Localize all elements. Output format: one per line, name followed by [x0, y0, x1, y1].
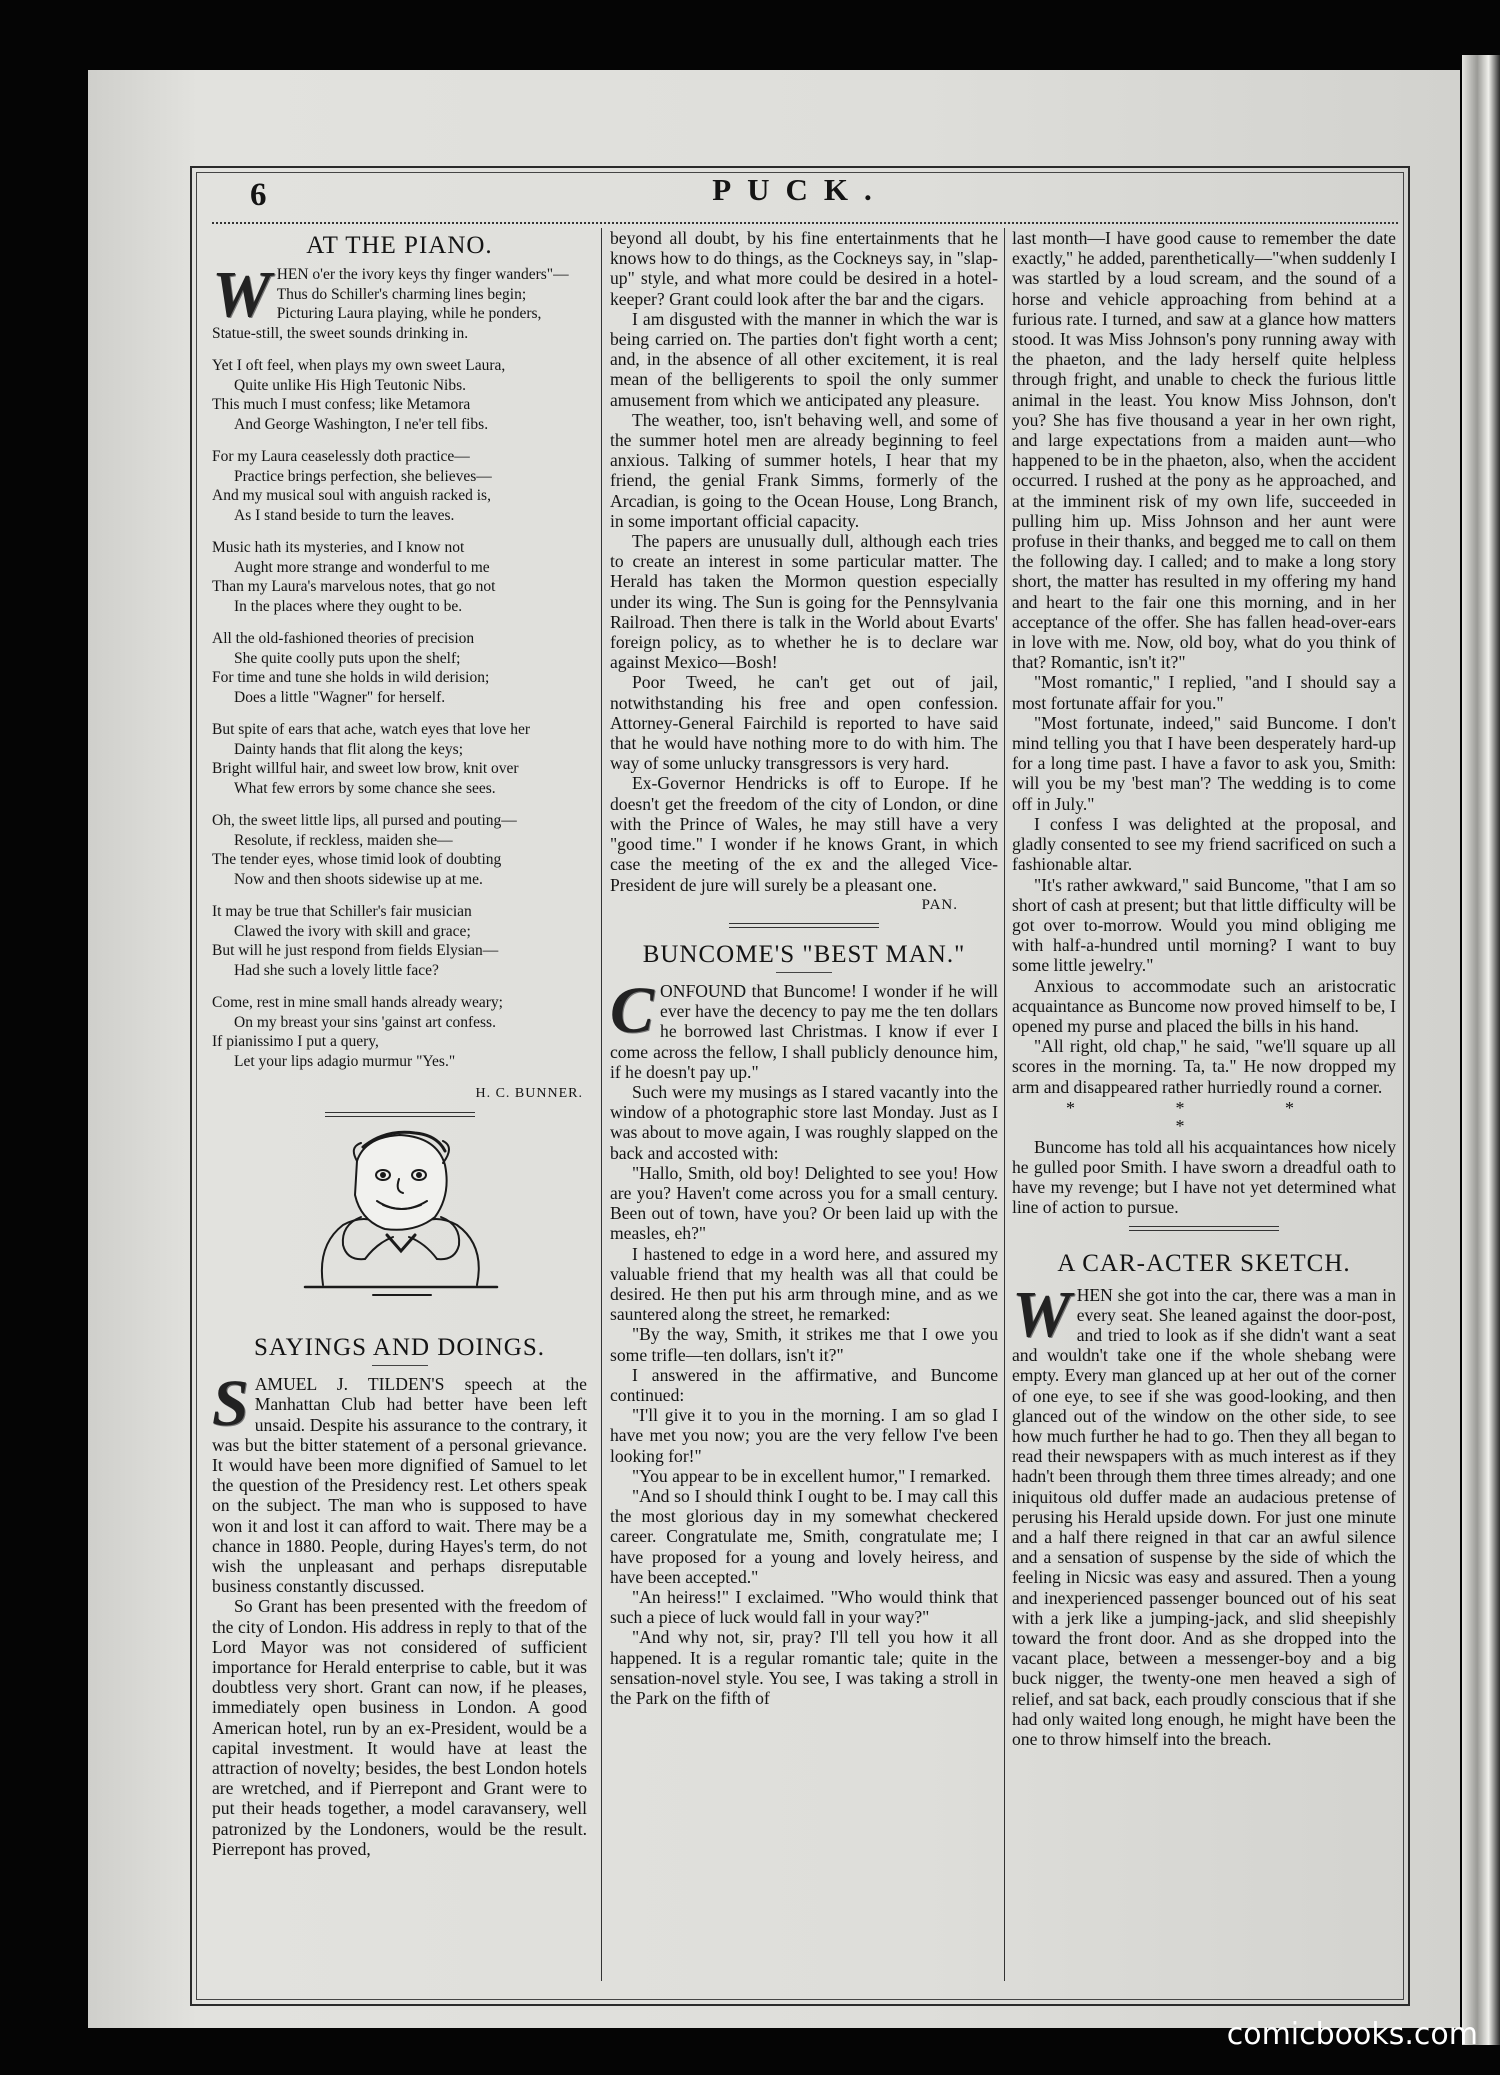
poem-stanza	[212, 720, 587, 798]
poem-line: As I stand beside to turn the leaves.	[234, 506, 455, 524]
article-paragraph: The papers are unusually dull, although each tries to create an interest in some particular matter. The Herald has taken the Mormon question especially under its wing. The Sun is going for the Pennsylvania Railroad. Then there is talk in the World about Evarts' foreign policy, as to whether he is to declare war against Mexico—Bosh!	[610, 531, 998, 673]
article-paragraph: "All right, old chap," he said, "we'll square up all scores in the morning. Ta, ta." He now dropped my arm and disappeared rather hurriedly round a corner.	[1012, 1036, 1396, 1097]
poem-line: For my Laura ceaselessly doth practice—	[212, 448, 470, 465]
poem-line: In the places where they ought to be.	[234, 597, 463, 615]
article-paragraph: I hastened to edge in a word here, and assured my valuable friend that my health was all that could be desired. He then put his arm through mine, and as we sauntered along the street, he remarked:	[610, 1243, 998, 1325]
title-rule	[776, 972, 832, 973]
poem-line: All the old-fashioned theories of precision	[212, 630, 475, 647]
article-paragraph: CONFOUND that Buncome! I wonder if he will ever have the decency to pay me the ten dollars he borrowed last Christmas. I know if ever I come across the fellow, I shall publicly denounce him, if he doesn't pay up."	[610, 973, 998, 1082]
column-2	[610, 228, 998, 1980]
poem-line: If pianissimo I put a query,	[212, 1033, 379, 1050]
poem-line: And my musical soul with anguish racked is,	[212, 487, 491, 504]
article-paragraph: Such were my musings as I stared vacantly into the window of a photographic store last Monday. Just as I was about to move again, I was roughly slapped on the back and accosted with:	[610, 1081, 998, 1163]
poem-line: Bright willful hair, and sweet low brow, knit over	[212, 760, 519, 777]
poem-line: Had she such a lovely little face?	[234, 961, 439, 979]
cartoon-illustration	[265, 1125, 535, 1325]
poem-stanza	[212, 811, 587, 889]
title-rule	[372, 1365, 428, 1366]
poem-line: Picturing Laura playing, while he ponders,	[276, 305, 542, 322]
poem-line: Quite unlike His High Teutonic Nibs.	[234, 376, 466, 394]
poem-line: Come, rest in mine small hands already weary;	[212, 994, 503, 1011]
column-1	[212, 228, 587, 1980]
poem-line: What few errors by some chance she sees.	[234, 779, 496, 797]
poem-stanza	[212, 902, 587, 980]
article-paragraph: SAMUEL J. TILDEN'S speech at the Manhattan Club had better have been left unsaid. Despite his assurance to the contrary, it was but the bitter statement of a personal grievance. It would have been more dignified of Samuel to let the question of the Presidency rest. Let others speak on the subject. The man who is supposed to have won it and lost it can afford to wait. There may be a chance in 1880. People, during Hayes's term, do not wish the unpleasant and perhaps disreputable business constantly discussed.	[212, 1367, 587, 1597]
article-paragraph: "And so I should think I ought to be. I may call this the most glorious day in my somewhat checkered career. Congratulate me, Smith, congratulate me; I have proposed for a young and lovely heiress, and have been accepted."	[610, 1485, 998, 1587]
poem-stanza	[212, 538, 587, 616]
poem-line: Resolute, if reckless, maiden she—	[234, 831, 453, 849]
article-paragraph: "An heiress!" I exclaimed. "Who would think that such a piece of luck would fall in your way?"	[610, 1587, 998, 1628]
poem-line: Oh, the sweet little lips, all pursed and pouting—	[212, 812, 517, 829]
article-paragraph: "And why not, sir, pray? I'll tell you how it all happened. It is a regular romantic tale; quite in the sensation-novel style. You see, I was taking a stroll in the Park on the fifth of	[610, 1627, 998, 1709]
article-paragraph: "You appear to be in excellent humor," I remarked.	[632, 1465, 991, 1486]
article-paragraph: WHEN she got into the car, there was a man in every seat. She leaned against the door-post, and tried to look as if she didn't want a seat and wouldn't take one if the whole shebang were empty. Every man glanced up at her out of the corner of one eye, to see if she was good-looking, and then glanced out of the window on the other side, to see how much further he had to go. Then they all began to read their newspapers with as much interest as if they hadn't been through them three times already; and one iniquitous old duffer made an audacious pretense of perusing his Herald upside down. For just one minute and a half there reigned in that car an awful silence and a sensation of suspense by the side of which the feeling in Nicsic was easy and assured. Then a young and inexperienced passenger bounced out of his seat with a jerk like a jumping-jack, and slid sheepishly toward the front door. And as she dropped into the vacant place, between a messenger-boy and a big buck nigger, the twenty-one men heaved a sigh of relief, and sat back, each proudly conscious that if she had only waited long enough, he might have been the one to throw himself into the breach.	[1012, 1277, 1396, 1750]
column-3	[1012, 228, 1396, 1980]
poem-line: HEN o'er the ivory keys thy finger wanders"—	[276, 266, 569, 283]
drop-cap: C	[610, 973, 655, 1047]
article-paragraph: last month—I have good cause to remember the date exactly," he added, parenthetically—"when suddenly I was startled by a loud scream, and the sound of a horse and vehicle approaching from behind at a furious rate. I turned, and saw at a glance how matters stood. It was Miss Johnson's pony running away with the phaeton, and the lady herself quite helpless through fright, and unable to check the furious little animal in the least. You know Miss Johnson, don't you? She has five thousand a year in her own right, and large expectations from a maiden aunt—who happened to be in the phaeton, also, when the accident occurred. I rushed at the pony as he approached, and at the imminent risk of my own life, succeeded in pulling him up. Miss Johnson and her aunt were profuse in their thanks, and begged me to call on them the following day. I called; and to make a long story short, the matter has resulted in my offering my hand and heart to the fair one this morning, and in her acceptance of the offer. She has fallen head-over-ears in love with me. Now, old boy, what do you think of that? Romantic, isn't it?"	[1012, 228, 1396, 673]
article-paragraph: Ex-Governor Hendricks is off to Europe. If he doesn't get the freedom of the city of London, or dine with the Prince of Wales, he may still have a very "good time." I wonder if he knows Grant, in which case the meeting of the ex and the alleged Vice-President de jure will surely be a pleasant one. PAN.	[610, 773, 998, 894]
poem-line: Yet I oft feel, when plays my own sweet Laura,	[212, 357, 506, 374]
article-paragraph: "By the way, Smith, it strikes me that I owe you some trifle—ten dollars, isn't it?"	[610, 1324, 998, 1365]
poem-line: But spite of ears that ache, watch eyes that love her	[212, 721, 531, 738]
poem-line: Dainty hands that flit along the keys;	[234, 740, 464, 758]
sayings-title: SAYINGS AND DOINGS.	[253, 1334, 546, 1362]
section-rule	[729, 923, 879, 928]
poem-stanza	[212, 356, 587, 434]
poem-line: The tender eyes, whose timid look of doubting	[212, 851, 502, 868]
poem-line: Practice brings perfection, she believes—	[234, 467, 492, 485]
article-paragraph: Poor Tweed, he can't get out of jail, notwithstanding his free and open confession. Attorney-General Fairchild is reported to have said that he would have nothing more to do with him. The way of some unlucky transgressors is very hard.	[610, 672, 998, 774]
poem-stanza	[212, 993, 587, 1071]
poem-line: Thus do Schiller's charming lines begin;	[276, 285, 527, 303]
poem-line: Statue-still, the sweet sounds drinking in.	[212, 324, 469, 342]
section-rule	[325, 1112, 475, 1117]
poem-title: AT THE PIANO.	[306, 232, 493, 259]
binding-edge	[1462, 55, 1500, 2045]
article-paragraph: beyond all doubt, by his fine entertainments that he knows how to do things, as the Cockneys say, in "slap-up" style, and what more could be desired in a hotel-keeper? Grant could look after the bar and the cigars.	[610, 228, 998, 309]
article-paragraph: "It's rather awkward," said Buncome, "that I am so short of cash at present; but that little difficulty will be got over to-morrow. Would you mind obliging me with half-a-hundred until morning? I want to buy some little jewelry."	[1012, 874, 1396, 976]
poem-line: Clawed the ivory with skill and grace;	[234, 922, 471, 940]
poem-line: She quite coolly puts upon the shelf;	[234, 649, 461, 667]
poem-line: On my breast your sins 'gainst art confess.	[234, 1013, 496, 1031]
poem-line: Than my Laura's marvelous notes, that go not	[212, 578, 496, 595]
poem-line: It may be true that Schiller's fair musician	[212, 903, 472, 920]
poem-line: Now and then shoots sidewise up at me.	[234, 870, 483, 888]
article-paragraph: The weather, too, isn't behaving well, and some of the summer hotel men are already beginning to feel anxious. Talking of summer hotels, I hear that my friend, the genial Frank Simms, formerly of the Arcadian, is going to the Ocean House, Long Branch, in some important official capacity.	[610, 409, 998, 531]
article-signature: PAN.	[921, 896, 958, 913]
column-rule	[601, 228, 602, 1981]
drop-cap: W	[212, 258, 271, 331]
article-paragraph: "I'll give it to you in the morning. I am so glad I have met you now; you are the very fellow I've been looking for!"	[610, 1405, 998, 1466]
article-paragraph: I am disgusted with the manner in which the war is being carried on. The parties don't fight worth a cent; and, in the absence of all other excitement, it is real mean of the belligerents to spoil the only summer amusement from which we anticipated any pleasure.	[610, 308, 998, 410]
page-number: 6	[250, 177, 267, 213]
poem-line: Does a little "Wagner" for herself.	[234, 688, 446, 706]
poem-line: But will he just respond from fields Elysian—	[212, 942, 499, 959]
section-break: * * * *	[1066, 1097, 1342, 1136]
header-rule	[212, 222, 1398, 224]
buncome-title: BUNCOME'S "BEST MAN."	[642, 940, 966, 968]
masthead: PUCK.	[712, 172, 888, 207]
article-paragraph: So Grant has been presented with the freedom of the city of London. His address in reply to that of the Lord Mayor was not considered of sufficient importance for Herald enterprise to cable, but it was doubtless very short. Grant can now, if he pleases, immediately open business in London. A good American hotel, run by an ex-President, would be a capital investment. It would have at least the attraction of novelty; besides, the best London hotels are wretched, and if Pierrepont and Grant were to put their heads together, a model caravansery, well patronized by the Londoners, would be the result. Pierrepont has proved,	[212, 1596, 587, 1859]
poem-line: Aught more strange and wonderful to me	[234, 558, 490, 576]
car-title: A CAR-ACTER SKETCH.	[1057, 1249, 1351, 1277]
poem-line: And George Washington, I ne'er tell fibs.	[234, 415, 489, 433]
poem-stanza	[212, 447, 587, 525]
site-watermark: comicbooks.com	[1226, 2017, 1478, 2052]
poem-line: Let your lips adagio murmur "Yes."	[234, 1052, 456, 1070]
article-paragraph: "Hallo, Smith, old boy! Delighted to see you! How are you? Haven't come across you for a small century. Been out of town, have you? Or been laid up with the measles, eh?"	[610, 1162, 998, 1244]
drop-cap: W	[1012, 1277, 1071, 1351]
poem-line: Music hath its mysteries, and I know not	[212, 539, 465, 556]
poem-author: H. C. BUNNER.	[475, 1086, 583, 1101]
drop-cap: S	[212, 1367, 249, 1441]
article-paragraph: Buncome has told all his acquaintances how nicely he gulled poor Smith. I have sworn a dreadful oath to have my revenge; but I have not yet determined what line of action to pursue.	[1012, 1136, 1396, 1218]
poem-line: For time and tune she holds in wild derision;	[212, 669, 490, 686]
poem-stanza	[212, 629, 587, 707]
section-rule	[1129, 1226, 1279, 1231]
article-paragraph: "Most romantic," I replied, "and I should say a most fortunate affair for you."	[1012, 672, 1396, 713]
article-paragraph: "Most fortunate, indeed," said Buncome. I don't mind telling you that I have been desperately hard-up for a long time past. I have a favor to ask you, Smith: will you be my 'best man'? The wedding is to come off in July."	[1012, 712, 1396, 814]
article-paragraph: I answered in the affirmative, and Buncome continued:	[610, 1364, 998, 1405]
poem	[212, 258, 587, 1071]
article-paragraph: Anxious to accommodate such an aristocratic acquaintance as Buncome now proved himself to be, I opened my purse and placed the bills in his hand.	[1012, 975, 1396, 1036]
column-rule	[1004, 228, 1005, 1981]
article-paragraph: I confess I was delighted at the proposal, and gladly consented to see my friend sacrificed on such a fashionable altar.	[1012, 813, 1396, 875]
poem-line: This much I must confess; like Metamora	[212, 396, 471, 413]
